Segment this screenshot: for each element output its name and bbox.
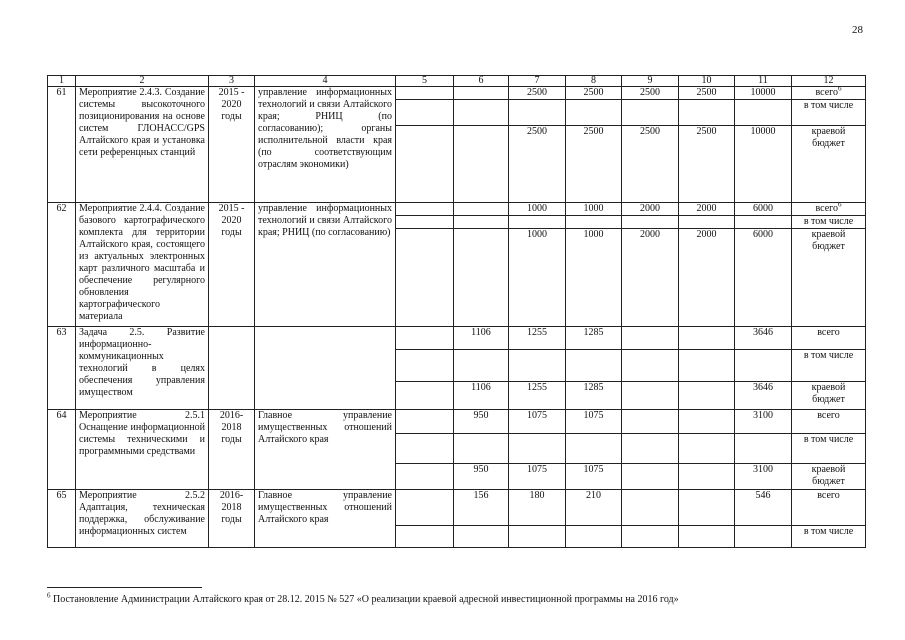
program-table xyxy=(47,75,866,548)
funding-label: краевой бюджет xyxy=(792,229,866,327)
amount-cell: 180 xyxy=(509,490,566,526)
amount-cell xyxy=(735,526,792,548)
funding-label xyxy=(792,87,866,100)
amount-cell: 1285 xyxy=(566,327,622,350)
executor: управление информационных технологий и связи Алтайского края; РНИЦ (по согласованию); органы исполнительной власти края (по соответствующим отраслям экономики) xyxy=(255,87,396,203)
amount-cell xyxy=(679,350,735,382)
amount-cell xyxy=(509,434,566,464)
funding-label: в том числе xyxy=(792,100,866,126)
amount-cell: 3100 xyxy=(735,410,792,434)
amount-cell xyxy=(622,100,679,126)
executor: Главное управление имущественных отношений Алтайского края xyxy=(255,490,396,548)
executor: Главное управление имущественных отношений Алтайского края xyxy=(255,410,396,490)
executor: управление информационных технологий и связи Алтайского края; РНИЦ (по согласованию) xyxy=(255,203,396,327)
amount-cell xyxy=(396,350,454,382)
amount-cell xyxy=(679,410,735,434)
funding-label xyxy=(792,410,866,434)
amount-cell xyxy=(735,100,792,126)
amount-cell xyxy=(622,350,679,382)
amount-cell xyxy=(622,464,679,490)
amount-cell xyxy=(396,434,454,464)
amount-cell: 2500 xyxy=(566,126,622,203)
amount-cell xyxy=(622,490,679,526)
amount-cell: 2500 xyxy=(622,126,679,203)
funding-label: краевой бюджет xyxy=(792,382,866,410)
amount-cell xyxy=(396,203,454,216)
executor xyxy=(255,327,396,410)
amount-cell xyxy=(509,350,566,382)
amount-cell: 156 xyxy=(454,490,509,526)
row-number: 64 xyxy=(48,410,76,490)
header-cell: 12 xyxy=(792,76,866,87)
amount-cell xyxy=(396,327,454,350)
footnote-ref: 6 xyxy=(838,202,842,209)
header-cell: 3 xyxy=(209,76,255,87)
funding-label-text: всего xyxy=(815,203,838,214)
funding-label: в том числе xyxy=(792,526,866,548)
amount-cell: 1285 xyxy=(566,382,622,410)
amount-cell: 1000 xyxy=(509,229,566,327)
amount-cell: 2000 xyxy=(622,203,679,216)
amount-cell: 1255 xyxy=(509,382,566,410)
header-cell: 7 xyxy=(509,76,566,87)
amount-cell xyxy=(622,382,679,410)
amount-cell: 1106 xyxy=(454,327,509,350)
activity-name: Мероприятие 2.4.4. Создание базового картографического комплекта для территории Алтайского края, состоящего из актуальных электронных карт различного масштаба и обеспечение регулярного обновления картографического материала xyxy=(76,203,209,327)
funding-label: в том числе xyxy=(792,434,866,464)
amount-cell: 1000 xyxy=(566,229,622,327)
amount-cell xyxy=(454,203,509,216)
amount-cell xyxy=(735,434,792,464)
header-cell: 5 xyxy=(396,76,454,87)
amount-cell xyxy=(454,100,509,126)
amount-cell: 2500 xyxy=(566,87,622,100)
row-number: 65 xyxy=(48,490,76,548)
row-number: 62 xyxy=(48,203,76,327)
funding-label xyxy=(792,203,866,216)
amount-cell xyxy=(454,526,509,548)
amount-cell: 2500 xyxy=(679,87,735,100)
amount-cell xyxy=(396,490,454,526)
header-cell: 2 xyxy=(76,76,209,87)
amount-cell xyxy=(566,100,622,126)
funding-label-text: всего xyxy=(817,327,840,338)
amount-cell xyxy=(509,100,566,126)
amount-cell xyxy=(566,434,622,464)
amount-cell: 1106 xyxy=(454,382,509,410)
header-cell: 1 xyxy=(48,76,76,87)
amount-cell xyxy=(735,216,792,229)
amount-cell: 6000 xyxy=(735,229,792,327)
page-number: 28 xyxy=(852,24,863,36)
amount-cell: 2500 xyxy=(509,87,566,100)
funding-label-text: всего xyxy=(815,87,838,98)
header-cell: 11 xyxy=(735,76,792,87)
header-cell: 9 xyxy=(622,76,679,87)
amount-cell: 3646 xyxy=(735,382,792,410)
table-row xyxy=(48,203,866,216)
amount-cell: 2500 xyxy=(622,87,679,100)
activity-name: Мероприятие 2.5.1 Оснащение информационной системы техническими и программными средствами xyxy=(76,410,209,490)
amount-cell xyxy=(454,434,509,464)
amount-cell: 2000 xyxy=(622,229,679,327)
amount-cell xyxy=(679,100,735,126)
table-row xyxy=(48,327,866,350)
funding-label: в том числе xyxy=(792,216,866,229)
amount-cell: 2500 xyxy=(679,126,735,203)
amount-cell: 2500 xyxy=(509,126,566,203)
amount-cell xyxy=(679,327,735,350)
amount-cell xyxy=(679,216,735,229)
period: 2016-2018 годы xyxy=(209,410,255,490)
funding-label-text: всего xyxy=(817,490,840,501)
amount-cell: 1255 xyxy=(509,327,566,350)
period: 2015 - 2020 годы xyxy=(209,203,255,327)
amount-cell xyxy=(396,526,454,548)
amount-cell xyxy=(396,229,454,327)
amount-cell xyxy=(622,410,679,434)
amount-cell xyxy=(454,126,509,203)
amount-cell: 2000 xyxy=(679,203,735,216)
amount-cell xyxy=(454,87,509,100)
amount-cell xyxy=(396,464,454,490)
header-cell: 10 xyxy=(679,76,735,87)
amount-cell xyxy=(679,382,735,410)
amount-cell: 3100 xyxy=(735,464,792,490)
activity-name: Мероприятие 2.4.3. Создание системы высокоточного позиционирования на основе систем ГЛОНАСС/GPS Алтайского края и установка сети референцных станций xyxy=(76,87,209,203)
footnote-text: Постановление Администрации Алтайского края от 28.12. 2015 № 527 «О реализации краевой адресной инвестиционной программы на 2016 год» xyxy=(50,594,679,605)
footnote-mark: 6 xyxy=(47,591,51,600)
header-cell: 8 xyxy=(566,76,622,87)
amount-cell xyxy=(454,350,509,382)
amount-cell xyxy=(454,229,509,327)
amount-cell: 3646 xyxy=(735,327,792,350)
amount-cell xyxy=(679,490,735,526)
header-cell: 6 xyxy=(454,76,509,87)
row-number: 63 xyxy=(48,327,76,410)
table-row xyxy=(48,410,866,434)
footnote-divider xyxy=(47,587,202,588)
amount-cell xyxy=(679,464,735,490)
amount-cell xyxy=(679,526,735,548)
amount-cell: 950 xyxy=(454,464,509,490)
amount-cell xyxy=(566,216,622,229)
amount-cell: 10000 xyxy=(735,126,792,203)
header-cell: 4 xyxy=(255,76,396,87)
amount-cell xyxy=(622,327,679,350)
amount-cell xyxy=(509,526,566,548)
row-number: 61 xyxy=(48,87,76,203)
amount-cell xyxy=(396,382,454,410)
amount-cell xyxy=(622,434,679,464)
table-row xyxy=(48,87,866,100)
amount-cell xyxy=(396,216,454,229)
amount-cell: 1075 xyxy=(509,410,566,434)
footnote-ref: 6 xyxy=(838,86,842,93)
funding-label xyxy=(792,490,866,526)
funding-label xyxy=(792,327,866,350)
amount-cell: 546 xyxy=(735,490,792,526)
amount-cell xyxy=(679,434,735,464)
period: 2015 - 2020 годы xyxy=(209,87,255,203)
amount-cell: 1075 xyxy=(566,410,622,434)
amount-cell xyxy=(396,410,454,434)
funding-label: в том числе xyxy=(792,350,866,382)
amount-cell xyxy=(454,216,509,229)
amount-cell: 1075 xyxy=(566,464,622,490)
amount-cell: 6000 xyxy=(735,203,792,216)
funding-label-text: всего xyxy=(817,410,840,421)
footnote xyxy=(47,591,679,605)
amount-cell: 1075 xyxy=(509,464,566,490)
amount-cell: 950 xyxy=(454,410,509,434)
amount-cell xyxy=(396,100,454,126)
table-row xyxy=(48,490,866,526)
period: 2016-2018 годы xyxy=(209,490,255,548)
amount-cell: 10000 xyxy=(735,87,792,100)
amount-cell xyxy=(566,350,622,382)
activity-name: Задача 2.5. Развитие информационно-коммуникационных технологий в целях обеспечения управления имуществом xyxy=(76,327,209,410)
period xyxy=(209,327,255,410)
amount-cell: 1000 xyxy=(509,203,566,216)
amount-cell: 2000 xyxy=(679,229,735,327)
amount-cell: 1000 xyxy=(566,203,622,216)
amount-cell xyxy=(566,526,622,548)
funding-label: краевой бюджет xyxy=(792,126,866,203)
amount-cell xyxy=(735,350,792,382)
funding-label: краевой бюджет xyxy=(792,464,866,490)
activity-name: Мероприятие 2.5.2 Адаптация, техническая поддержка, обслуживание информационных систем xyxy=(76,490,209,548)
header-row xyxy=(48,76,866,87)
amount-cell xyxy=(396,126,454,203)
amount-cell: 210 xyxy=(566,490,622,526)
amount-cell xyxy=(622,216,679,229)
amount-cell xyxy=(622,526,679,548)
amount-cell xyxy=(396,87,454,100)
amount-cell xyxy=(509,216,566,229)
